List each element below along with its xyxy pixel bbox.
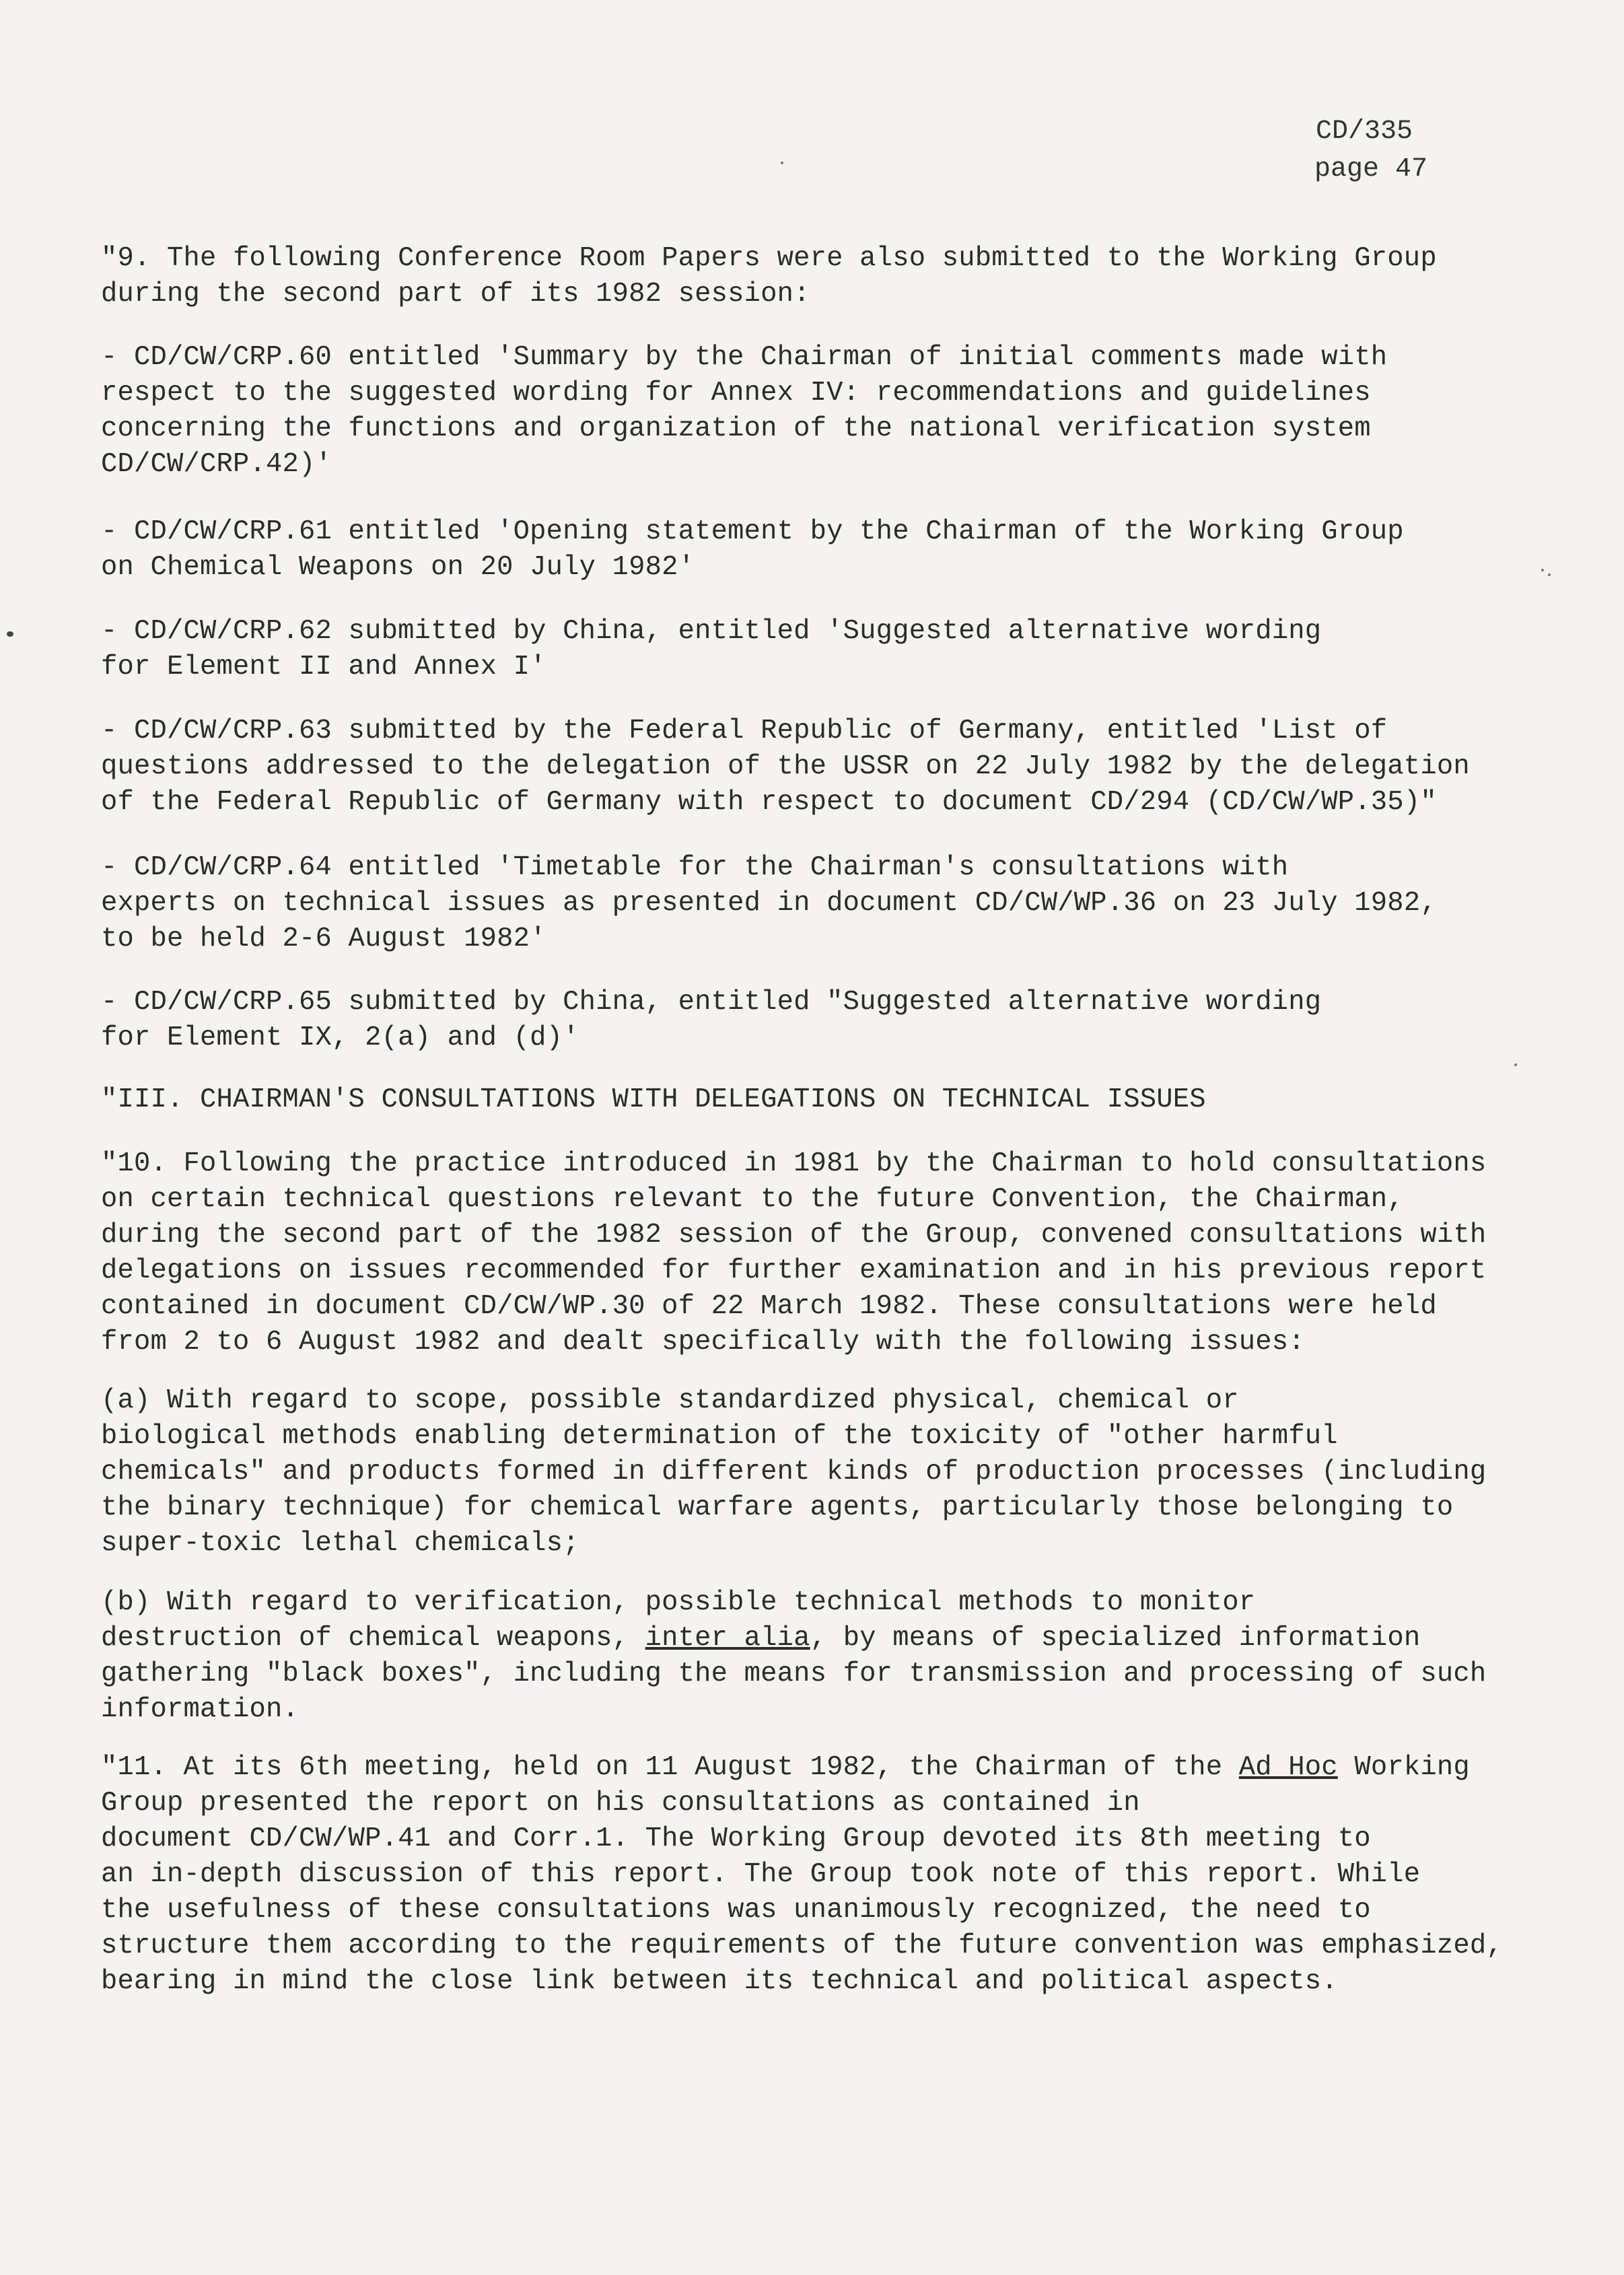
paragraph-10: "10. Following the practice introduced in 1981 by the Chairman to hold consultations on certain technical questions relevant to the future Convention, the Chairman, during the second part of the 1982 session of the Group, convened consultations with delegations on issues recommended for further examination and in his previous report contained in document CD/CW/WP.30 of 22 March 1982. These consultations were held from 2 to 6 August 1982 and dealt specifically with the following issues: [101,1148,1487,1358]
paragraph-10-a: (a) With regard to scope, possible standardized physical, chemical or biological methods enabling determination of the toxicity of "other harmful chemicals" and products formed in different kinds of production processes (including the binary technique) for chemical warfare agents, particularly those belonging to super-toxic lethal chemicals; [101,1385,1487,1559]
paragraph-11 [101,1750,1528,2000]
scan-speck [781,162,783,164]
paragraph-11-text-1: "11. At its 6th meeting, held on 11 August 1982, the Chairman of the [101,1752,1239,1783]
document-symbol: CD/335 [1316,116,1413,147]
paragraph-10-b [101,1585,1528,1728]
paragraph-10-b-text-1: (b) With regard to verification, possible technical methods to monitor destruction of chemical weapons, [101,1587,1256,1654]
page-number: page 47 [1314,154,1428,184]
section-heading-iii: "III. CHAIRMAN'S CONSULTATIONS WITH DELEGATIONS ON TECHNICAL ISSUES [101,1084,1206,1115]
scan-speck [1514,1063,1517,1066]
list-item-crp-63: - CD/CW/CRP.63 submitted by the Federal Republic of Germany, entitled 'List of questions addressed to the delegation of the USSR on 22 July 1982 by the delegation of the Federal Republic of Germany with respect to document CD/294 (CD/CW/WP.35)" [101,715,1470,818]
underlined-inter-alia: inter alia [645,1623,810,1654]
underlined-ad-hoc: Ad Hoc [1238,1752,1338,1783]
list-item-crp-65: - CD/CW/CRP.65 submitted by China, entitled "Suggested alternative wording for Element IX, 2(a) and (d)' [101,987,1322,1053]
list-item-crp-64: - CD/CW/CRP.64 entitled 'Timetable for the Chairman's consultations with experts on technical issues as presented in document CD/CW/WP.36 on 23 July 1982, to be held 2-6 August 1982' [101,852,1437,954]
list-item-crp-60: - CD/CW/CRP.60 entitled 'Summary by the Chairman of initial comments made with respect to the suggested wording for Annex IV: recommendations and guidelines concerning the functions and organization of the national verification system CD/CW/CRP.42)' [101,342,1388,480]
paragraph-9: "9. The following Conference Room Papers were also submitted to the Working Group during the second part of its 1982 session: [101,243,1437,310]
scan-speck [1541,569,1544,571]
scan-mark [7,631,13,637]
scan-speck [1548,573,1551,576]
list-item-crp-62: - CD/CW/CRP.62 submitted by China, entitled 'Suggested alternative wording for Element II and Annex I' [101,616,1322,682]
paragraph-10-b-text-2: , by means of specialized information gathering "black boxes", including the means for transmission and processing of such information. [101,1623,1487,1725]
list-item-crp-61: - CD/CW/CRP.61 entitled 'Opening statement by the Chairman of the Working Group on Chemical Weapons on 20 July 1982' [101,516,1404,583]
page-header [1316,113,1427,188]
paragraph-11-text-2: Working Group presented the report on his consultations as contained in document CD/CW/WP.41 and Corr.1. The Working Group devoted its 8th meeting to an in-depth discussion of this report. The Group took note of this report. While the usefulness of these consultations was unanimously recognized, the need to structure them according to the requirements of the future convention was emphasized, bearing in mind the close link between its technical and political aspects. [101,1752,1503,1997]
